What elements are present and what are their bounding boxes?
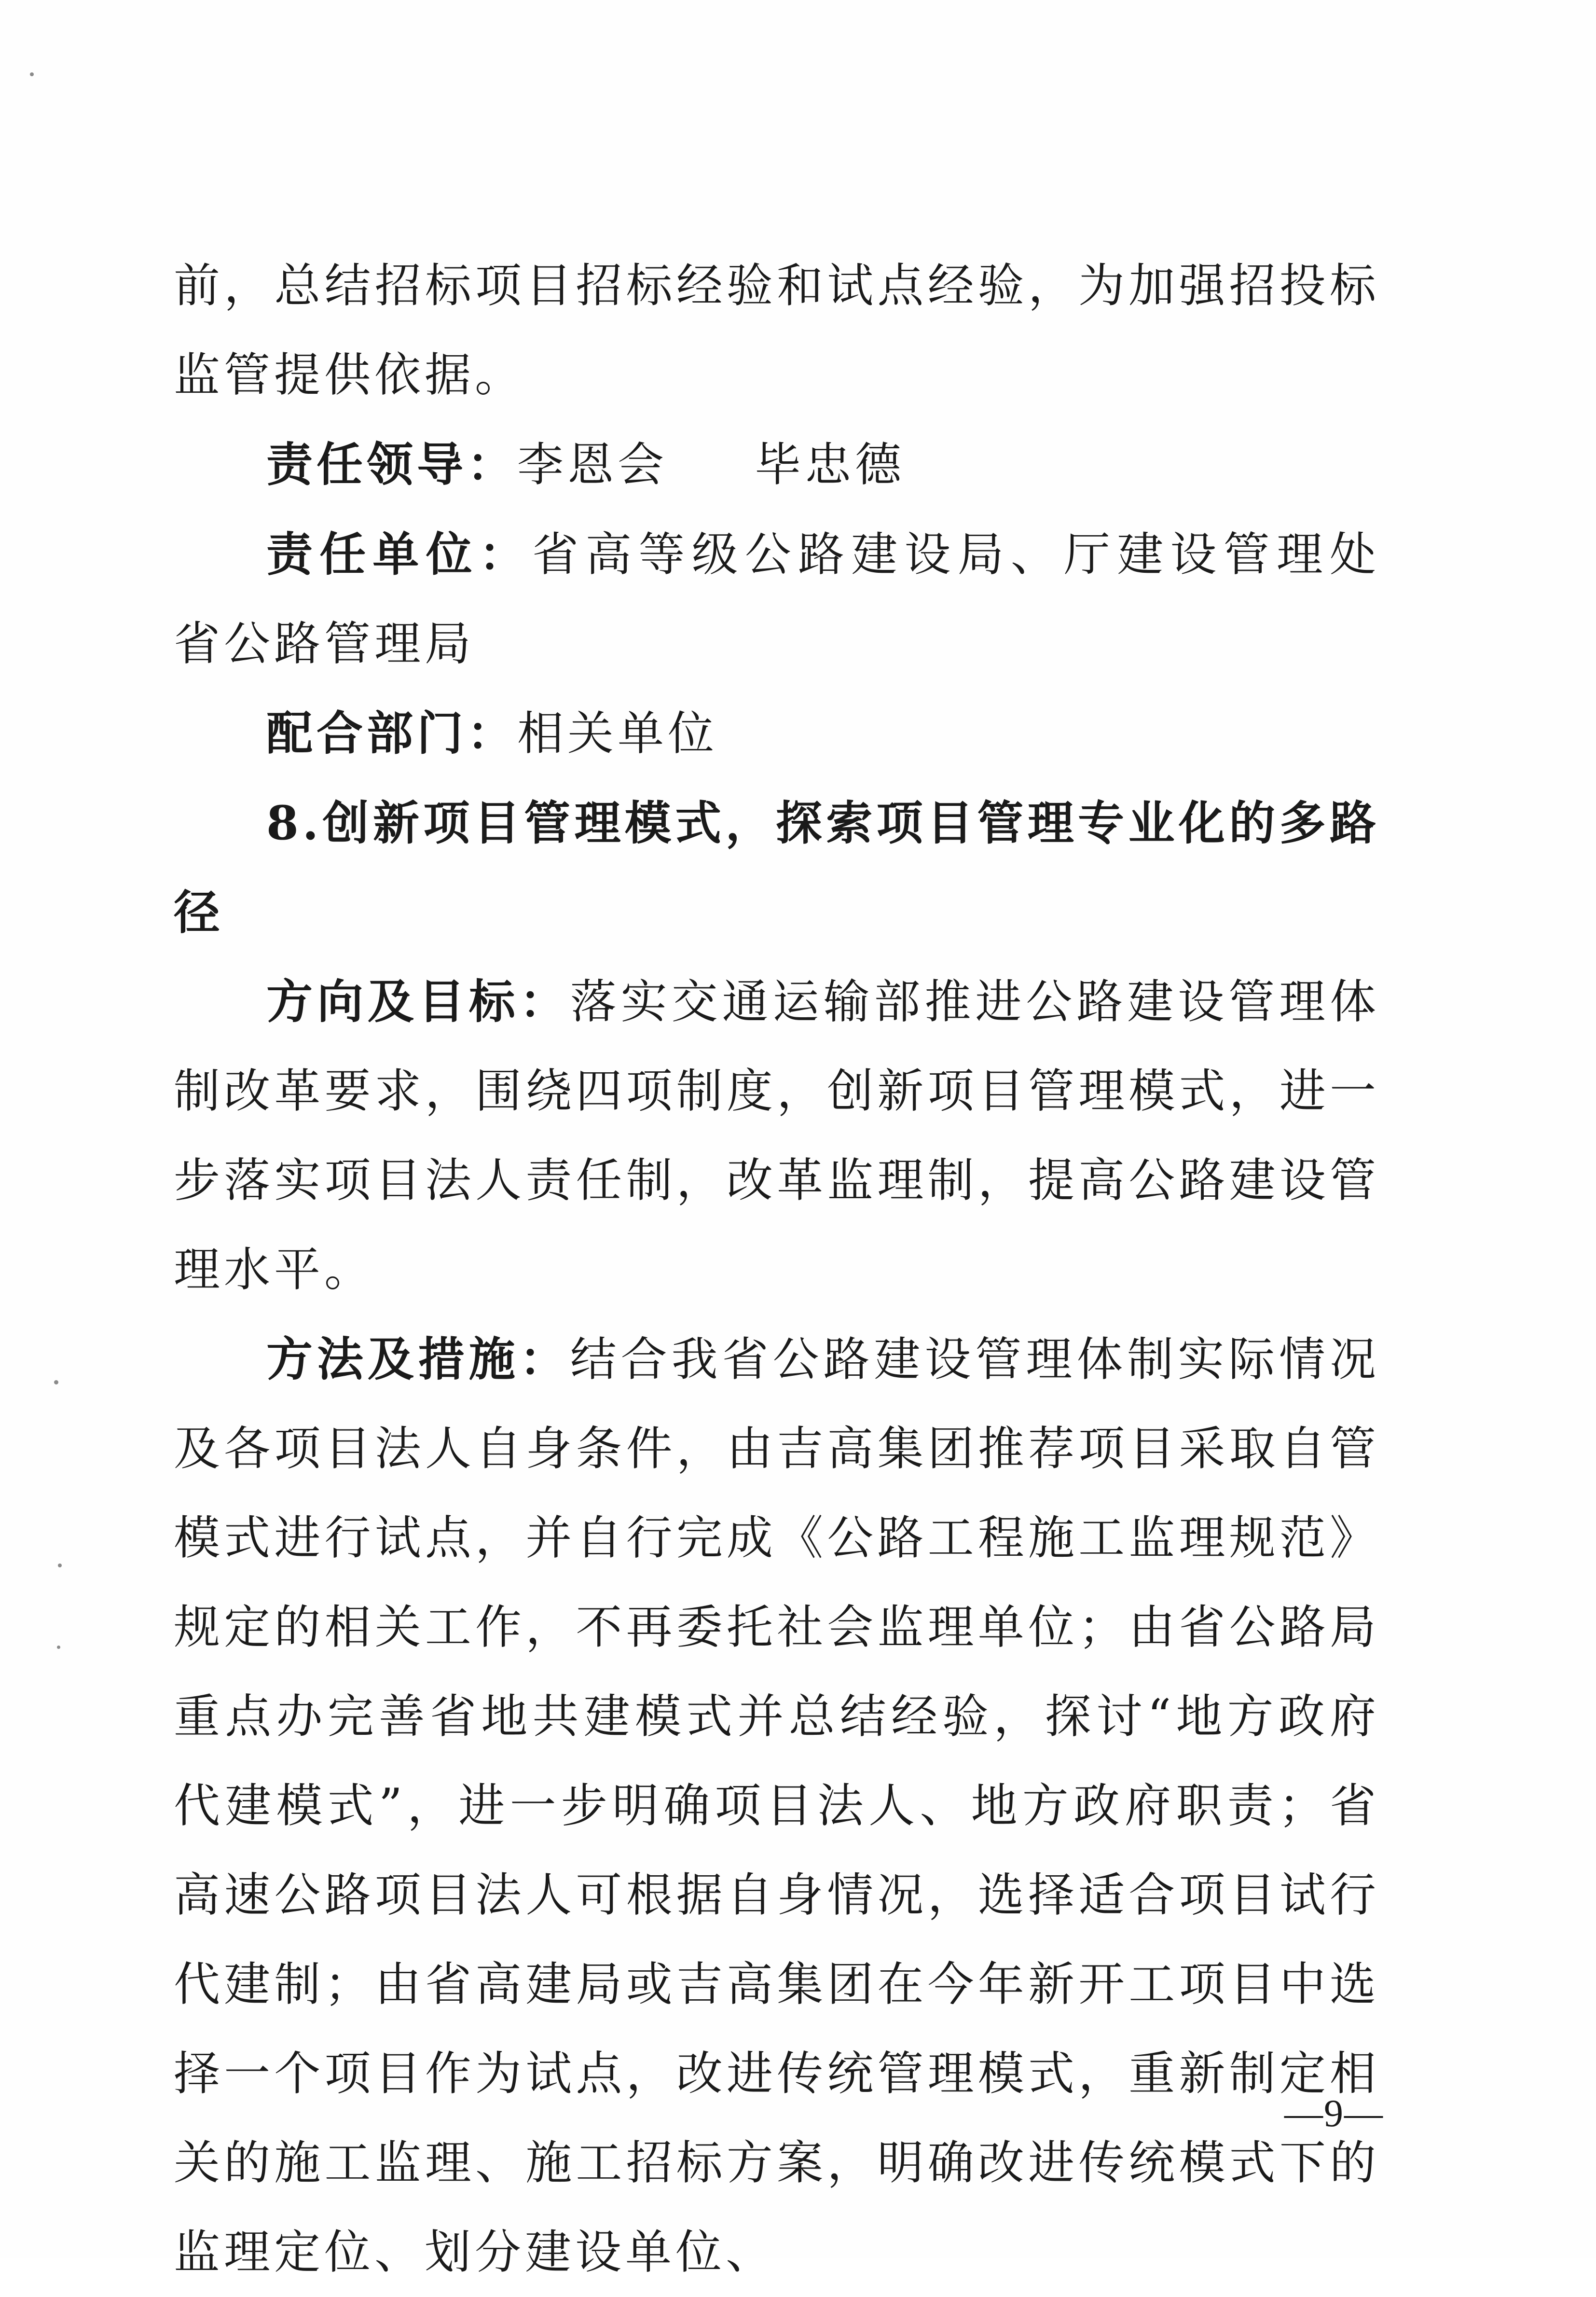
scan-speck [57,1646,60,1649]
document-body [174,241,1430,2297]
method-paragraph [174,1315,1380,2297]
scan-speck [58,1564,62,1567]
scan-speck [54,1380,58,1384]
cooperating-dept-label: 配合部门： [266,706,517,761]
cooperating-dept-line [174,689,1380,778]
goal-text: 落实交通运输部推进公路建设管理体制改革要求，围绕四项制度，创新项目管理模式，进一步落实项目法人责任制，改革监理制，提高公路建设管理水平。 [174,975,1380,1297]
responsible-leader-line [174,420,1380,510]
method-text: 结合我省公路建设管理体制实际情况及各项目法人自身条件，由吉高集团推荐项目采取自管模式进行试点，并自行完成《公路工程施工监理规范》规定的相关工作，不再委托社会监理单位；由省公路局重点办完善省地共建模式并总结经验，探讨“地方政府代建模式”，进一步明确项目法人、地方政府职责；省高速公路项目法人可根据自身情况，选择适合项目试行代建制；由省高建局或吉高集团在今年新开工项目中选择一个项目作为试点，改进传统管理模式，重新制定相关的施工监理、施工招标方案，明确改进传统模式下的监理定位、划分建设单位、 [174,1332,1380,2279]
responsible-unit-value: 省高等级公路建设局、厅建设管理处 省公路管理局 [174,527,1430,671]
goal-paragraph [174,957,1380,1315]
responsible-unit-label: 责任单位： [266,527,532,581]
responsible-leader-label: 责任领导： [266,437,517,492]
scan-speck [30,72,34,76]
responsible-unit-line [174,510,1430,689]
page-number: —9— [1284,2092,1384,2135]
leader-name: 李恩会 [517,438,668,492]
cooperating-dept-value: 相关单位 [517,706,718,761]
leader-name: 毕忠德 [755,438,905,492]
paragraph-continuation [174,241,1380,420]
section-heading: 8.创新项目管理模式，探索项目管理专业化的多路径 [174,796,1380,940]
method-label: 方法及措施： [266,1332,570,1386]
paragraph-text: 前，总结招标项目招标经验和试点经验，为加强招投标监管提供依据。 [174,259,1380,402]
goal-label: 方向及目标： [266,974,570,1029]
